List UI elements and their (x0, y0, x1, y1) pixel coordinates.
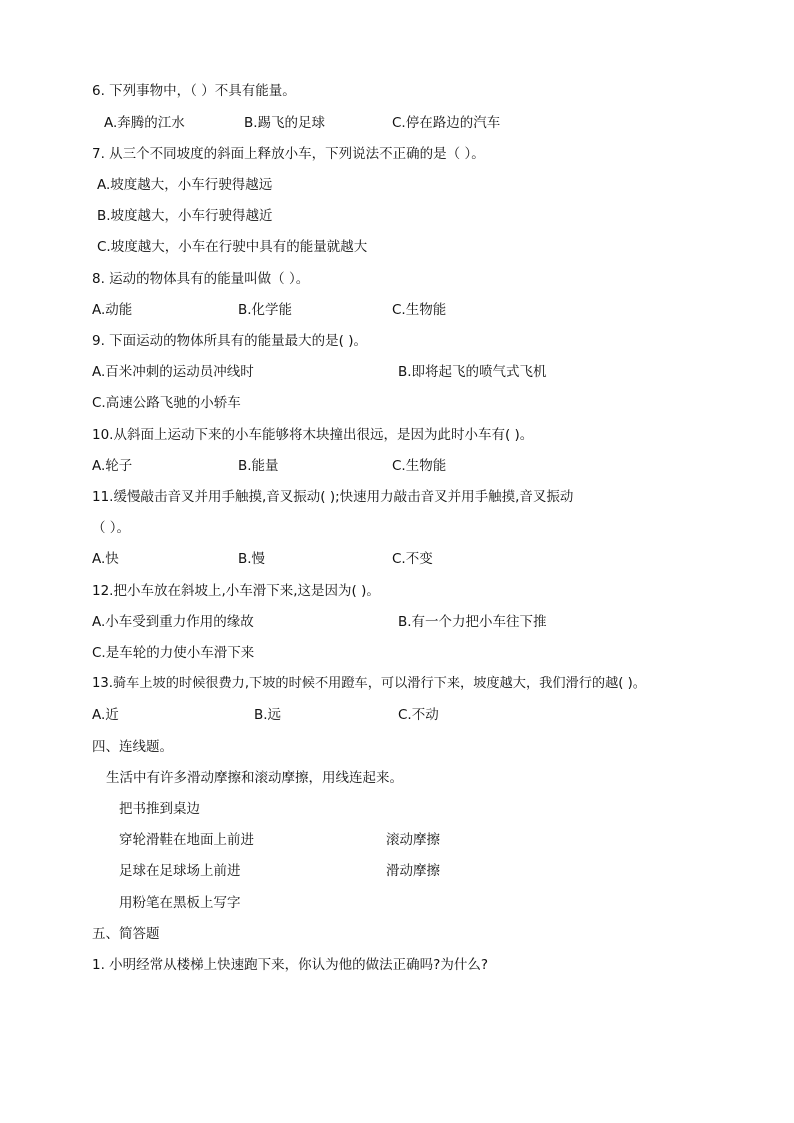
question-9-option-c: C.高速公路飞驰的小轿车 (92, 395, 241, 411)
matching-left-item: 足球在足球场上前进 (119, 863, 241, 879)
question-11-option-c: C.不变 (392, 551, 433, 567)
question-7-option-c: C.坡度越大，小车在行驶中具有的能量就越大 (97, 239, 368, 255)
question-11-stem: 11.缓慢敲击音叉并用手触摸,音叉振动( );快速用力敲击音叉并用手触摸,音叉振动 (92, 489, 574, 505)
section-5-question-1: 1. 小明经常从楼梯上快速跑下来，你认为他的做法正确吗?为什么? (92, 957, 489, 973)
question-12-option-a: A.小车受到重力作用的缘故 (92, 614, 254, 630)
question-8-stem: 8. 运动的物体具有的能量叫做（ ）。 (92, 271, 310, 287)
question-12-option-b: B.有一个力把小车往下推 (398, 614, 547, 630)
question-8-option-b: B.化学能 (238, 302, 293, 318)
question-12-option-c: C.是车轮的力使小车滑下来 (92, 645, 255, 661)
section-4-instruction: 生活中有许多滑动摩擦和滚动摩擦，用线连起来。 (106, 770, 403, 786)
question-8-option-c: C.生物能 (392, 302, 447, 318)
section-4-title: 四、连线题。 (92, 739, 173, 755)
section-5-title: 五、简答题 (92, 926, 160, 942)
question-13-option-c: C.不动 (398, 707, 439, 723)
question-10-option-c: C.生物能 (392, 458, 447, 474)
question-7-stem: 7. 从三个不同坡度的斜面上释放小车，下列说法不正确的是（ ）。 (92, 146, 485, 162)
question-11-option-a: A.快 (92, 551, 119, 567)
question-13-option-a: A.近 (92, 707, 119, 723)
question-13-stem: 13.骑车上坡的时候很费力,下坡的时候不用蹬车，可以滑行下来，坡度越大，我们滑行的越( )。 (92, 676, 646, 691)
matching-left-item: 穿轮滑鞋在地面上前进 (119, 832, 254, 848)
question-6-stem: 6. 下列事物中，（ ）不具有能量。 (92, 83, 296, 99)
question-9-stem: 9. 下面运动的物体所具有的能量最大的是( )。 (92, 333, 367, 349)
question-10-option-a: A.轮子 (92, 458, 133, 474)
question-12-stem: 12.把小车放在斜坡上,小车滑下来,这是因为( )。 (92, 583, 380, 599)
matching-left-item: 用粉笔在黑板上写字 (119, 895, 241, 911)
question-7-option-a: A.坡度越大，小车行驶得越远 (97, 177, 273, 193)
question-6-option-c: C.停在路边的汽车 (392, 115, 501, 131)
question-6-option-a: A.奔腾的江水 (104, 115, 185, 131)
question-13-option-b: B.远 (254, 707, 282, 723)
question-8-option-a: A.动能 (92, 302, 133, 318)
question-11-stem-continued: （ ）。 (92, 520, 131, 536)
question-9-option-b: B.即将起飞的喷气式飞机 (398, 364, 547, 380)
question-7-option-b: B.坡度越大，小车行驶得越近 (97, 208, 273, 224)
question-10-stem: 10.从斜面上运动下来的小车能够将木块撞出很远，是因为此时小车有( )。 (92, 427, 534, 443)
question-10-option-b: B.能量 (238, 458, 279, 474)
question-6-option-b: B.踢飞的足球 (244, 115, 326, 131)
question-11-option-b: B.慢 (238, 551, 266, 567)
question-9-option-a: A.百米冲刺的运动员冲线时 (92, 364, 254, 380)
matching-right-item: 滚动摩擦 (386, 832, 440, 848)
matching-right-item: 滑动摩擦 (386, 863, 440, 879)
matching-left-item: 把书推到桌边 (119, 801, 200, 817)
